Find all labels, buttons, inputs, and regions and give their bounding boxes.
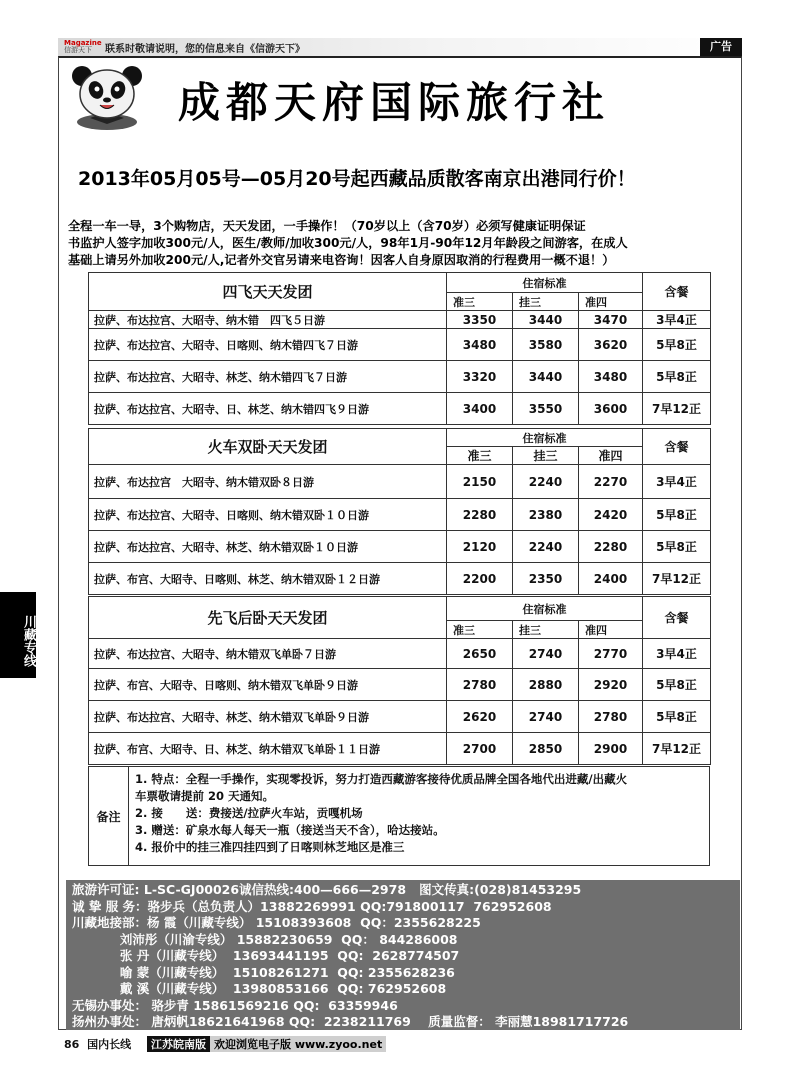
price-table-train	[88, 428, 711, 595]
price-cell: 2920	[579, 669, 643, 701]
route-name: 拉萨、布达拉宫、大昭寺、林芝、纳木错双飞单卧９日游	[89, 701, 447, 733]
magazine-logo: Magazine 信游天下	[64, 39, 102, 54]
contact-line: 旅游许可证: L-SC-GJ00026诚信热线:400—666—2978 图文传真:(028)81453295	[72, 882, 582, 897]
section-title: 火车双卧天天发团	[89, 429, 447, 465]
remark-line: 车票敬请提前 20 天通知。	[135, 789, 275, 803]
route-name: 拉萨、布达拉宫、大昭寺、日喀则、纳木错双卧１０日游	[89, 499, 447, 531]
price-table-fly-train	[88, 596, 711, 765]
route-name: 拉萨、布宫、大昭寺、日喀则、纳木错双飞单卧９日游	[89, 669, 447, 701]
price-cell: 2700	[447, 733, 513, 765]
route-name: 拉萨、布达拉宫、大昭寺、林芝、纳木错双卧１０日游	[89, 531, 447, 563]
panda-logo-icon	[68, 62, 146, 132]
price-cell: 3440	[513, 361, 579, 393]
room-type: 准三	[447, 447, 513, 465]
meal-cell: 3早4正	[643, 639, 711, 669]
meal-cell: 5早8正	[643, 329, 711, 361]
contact-line: 张 丹（川藏专线） 13693441195 QQ: 2628774507	[72, 948, 460, 963]
price-cell: 2280	[447, 499, 513, 531]
route-name: 拉萨、布达拉宫、大昭寺、纳木错 四飞５日游	[89, 311, 447, 329]
route-name: 拉萨、布宫、大昭寺、日喀则、林芝、纳木错双卧１２日游	[89, 563, 447, 595]
price-cell: 2420	[579, 499, 643, 531]
route-name: 拉萨、布达拉宫、大昭寺、日喀则、纳木错四飞７日游	[89, 329, 447, 361]
price-cell: 2400	[579, 563, 643, 595]
remarks-label: 备注	[89, 767, 129, 865]
room-type: 准四	[579, 621, 643, 639]
promo-subtitle: 2013年05月05号—05月20号起西藏品质散客南京出港同行价！	[78, 168, 636, 190]
price-cell: 2740	[513, 639, 579, 669]
price-cell: 2270	[579, 465, 643, 499]
contact-line: 诚 挚 服 务：骆步兵（总负责人）13882269991 QQ:791800117 762952608	[72, 898, 552, 914]
contact-line: 扬州办事处： 唐炳帆18621641968 QQ: 2238211769 质量监督： 李丽慧18981717726	[72, 1014, 629, 1029]
room-type: 准三	[447, 293, 513, 311]
standard-header: 住宿标准	[447, 273, 643, 293]
table-row	[89, 669, 711, 701]
table-row	[89, 531, 711, 563]
route-name: 拉萨、布宫、大昭寺、日、林芝、纳木错双飞单卧１１日游	[89, 733, 447, 765]
price-cell: 2120	[447, 531, 513, 563]
price-cell: 3400	[447, 393, 513, 425]
meal-cell: 7早12正	[643, 393, 711, 425]
table-row	[89, 393, 711, 425]
price-cell: 3480	[447, 329, 513, 361]
section-name: 国内长线	[87, 1038, 132, 1051]
table-row	[89, 563, 711, 595]
contact-line: 刘沛彤（川渝专线） 15882230659 QQ： 844286008	[72, 931, 458, 947]
page-number: 86	[64, 1038, 80, 1051]
meal-cell: 5早8正	[643, 499, 711, 531]
price-cell: 2280	[579, 531, 643, 563]
room-type: 挂三	[513, 293, 579, 311]
price-cell: 2740	[513, 701, 579, 733]
contact-line: 戴 溪（川藏专线） 13980853166 QQ: 762952608	[72, 981, 447, 996]
table-row	[89, 361, 711, 393]
intro-line: 书监护人签字加收300元/人，医生/教师/加收300元/人，98年1月-90年12月年龄段之间游客，在成人	[68, 236, 628, 250]
table-row	[89, 329, 711, 361]
table-row	[89, 499, 711, 531]
price-cell: 2900	[579, 733, 643, 765]
route-name: 拉萨、布达拉宫、大昭寺、纳木错双飞单卧７日游	[89, 639, 447, 669]
header-strip	[58, 38, 740, 56]
remark-line: 4. 报价中的挂三准四挂四到了日喀则林芝地区是准三	[135, 840, 405, 854]
side-tab: 川藏专线	[0, 592, 36, 678]
room-type: 挂三	[513, 447, 579, 465]
meal-cell: 5早8正	[643, 669, 711, 701]
intro-line: 基础上请另外加收200元/人,记者外交官另请来电咨询！因客人自身原因取消的行程费用一概不退！）	[68, 253, 615, 267]
intro-line: 全程一车一导，3个购物店，天天发团，一手操作！（70岁以上（含70岁）必须写健康证明保证	[68, 219, 586, 233]
section-title: 先飞后卧天天发团	[89, 597, 447, 639]
meal-header: 含餐	[643, 273, 711, 311]
room-type: 挂三	[513, 621, 579, 639]
route-name: 拉萨、布达拉宫 大昭寺、纳木错双卧８日游	[89, 465, 447, 499]
remark-line: 3. 赠送：矿泉水每人每天一瓶（接送当天不含），哈达接站。	[135, 823, 445, 837]
meal-cell: 5早8正	[643, 531, 711, 563]
price-cell: 2880	[513, 669, 579, 701]
meal-cell: 7早12正	[643, 733, 711, 765]
price-cell: 2240	[513, 531, 579, 563]
price-cell: 2850	[513, 733, 579, 765]
contact-line: 喻 蒙（川藏专线） 15108261271 QQ: 2355628236	[72, 964, 455, 980]
table-row	[89, 701, 711, 733]
meal-cell: 5早8正	[643, 701, 711, 733]
remark-line: 1. 特点：全程一手操作，实现零投诉，努力打造西藏游客接待优质品牌全国各地代出进藏/出藏火	[135, 772, 628, 786]
price-cell: 2350	[513, 563, 579, 595]
meal-cell: 5早8正	[643, 361, 711, 393]
price-cell: 2240	[513, 465, 579, 499]
page-footer	[64, 1036, 386, 1050]
contact-block	[66, 880, 740, 1030]
contact-line: 无锡办事处： 骆步青 15861569216 QQ: 63359946	[72, 997, 398, 1013]
price-cell: 2200	[447, 563, 513, 595]
price-cell: 2380	[513, 499, 579, 531]
table-row	[89, 639, 711, 669]
room-type: 准四	[579, 447, 643, 465]
standard-header: 住宿标准	[447, 597, 643, 621]
table-row	[89, 311, 711, 329]
price-table-four-flights	[88, 272, 711, 425]
header-note: 联系时敬请说明，您的信息来自《信游天下》	[105, 44, 305, 55]
price-cell: 3320	[447, 361, 513, 393]
intro-text	[68, 218, 738, 269]
section-title: 四飞天天发团	[89, 273, 447, 311]
table-row	[89, 733, 711, 765]
table-row	[89, 465, 711, 499]
price-cell: 3550	[513, 393, 579, 425]
meal-header: 含餐	[643, 429, 711, 465]
meal-cell: 3早4正	[643, 311, 711, 329]
meal-cell: 7早12正	[643, 563, 711, 595]
remarks-box	[88, 766, 710, 866]
price-cell: 3440	[513, 311, 579, 329]
meal-cell: 3早4正	[643, 465, 711, 499]
room-type: 准三	[447, 621, 513, 639]
room-type: 准四	[579, 293, 643, 311]
price-cell: 2780	[579, 701, 643, 733]
price-cell: 3580	[513, 329, 579, 361]
route-name: 拉萨、布达拉宫、大昭寺、林芝、纳木错四飞７日游	[89, 361, 447, 393]
contact-line: 川藏地接部：杨 霞（川藏专线） 15108393608 QQ：2355628225	[72, 915, 481, 930]
price-cell: 3600	[579, 393, 643, 425]
remark-line: 2. 接 送：费接送/拉萨火车站，贡嘎机场	[135, 806, 363, 820]
route-name: 拉萨、布达拉宫、大昭寺、日、林芝、纳木错四飞９日游	[89, 393, 447, 425]
price-cell: 3470	[579, 311, 643, 329]
price-cell: 3620	[579, 329, 643, 361]
website-link[interactable]: 欢迎浏览电子版 www.zyoo.net	[210, 1036, 386, 1052]
price-cell: 3480	[579, 361, 643, 393]
price-cell: 2620	[447, 701, 513, 733]
ad-label: 广告	[700, 38, 742, 56]
price-cell: 3350	[447, 311, 513, 329]
price-cell: 2650	[447, 639, 513, 669]
meal-header: 含餐	[643, 597, 711, 639]
standard-header: 住宿标准	[447, 429, 643, 447]
edition-tag: 江苏皖南版	[147, 1036, 210, 1052]
price-cell: 2780	[447, 669, 513, 701]
company-name: 成都天府国际旅行社	[178, 78, 611, 127]
remarks-body	[135, 771, 705, 856]
price-cell: 2150	[447, 465, 513, 499]
price-cell: 2770	[579, 639, 643, 669]
